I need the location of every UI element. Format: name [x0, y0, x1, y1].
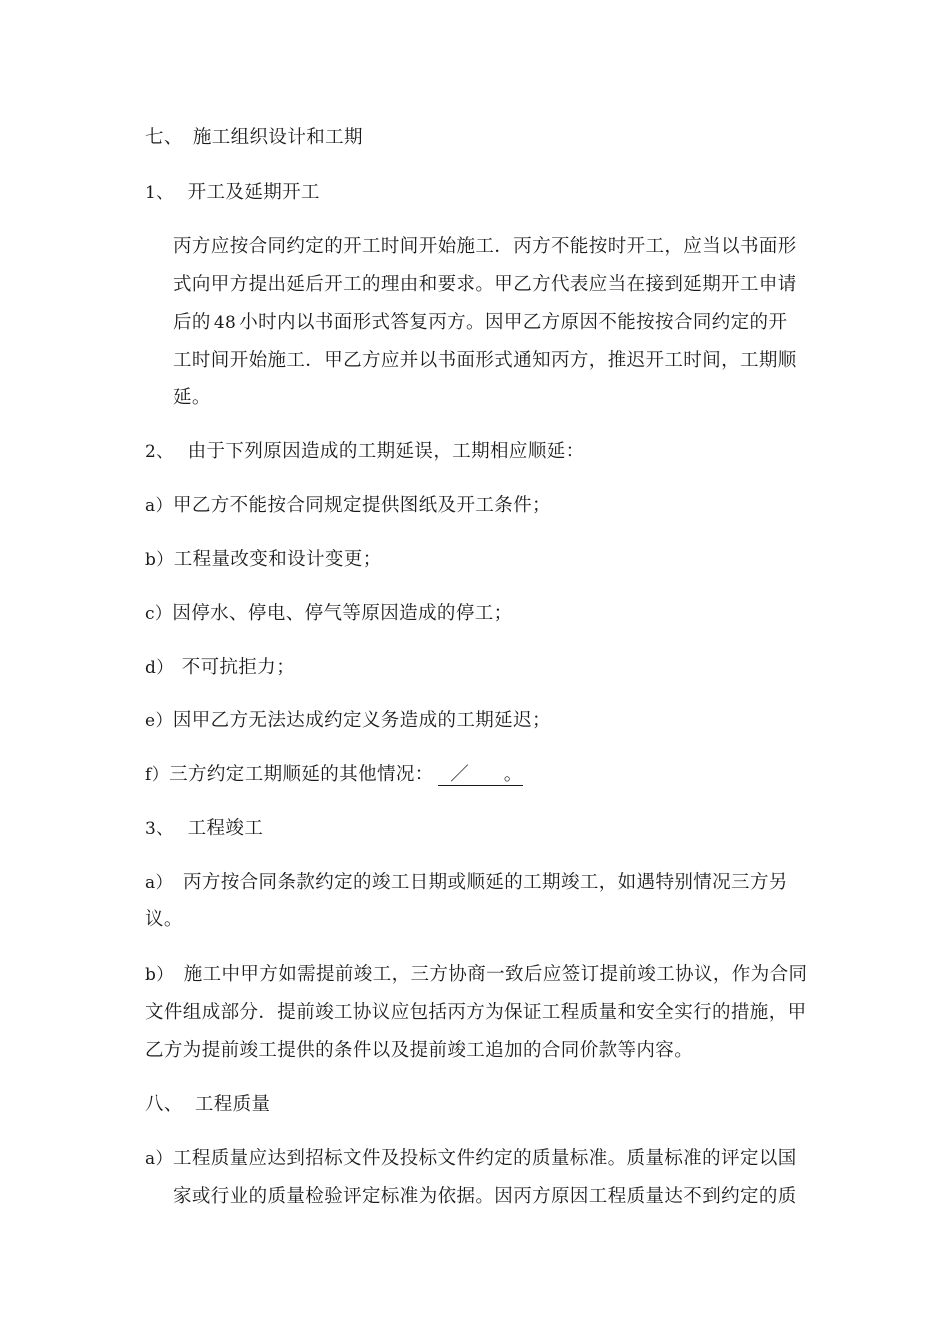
clause-3a-line: 议。	[145, 909, 183, 930]
item-2-number: 2、	[145, 442, 174, 462]
item-1-title: 开工及延期开工	[187, 182, 320, 203]
clause-8a	[145, 1147, 797, 1171]
section-8-title: 工程质量	[194, 1094, 271, 1115]
section-8-heading	[145, 1093, 270, 1117]
list-marker: d）	[145, 658, 174, 678]
item-2-title: 由于下列原因造成的工期延误，工期相应顺延：	[187, 441, 585, 462]
section-8-number: 八、	[145, 1094, 183, 1115]
clause-3b	[145, 963, 807, 987]
clause-text: 工程质量应达到招标文件及投标文件约定的质量标准。质量标准的评定以国	[172, 1148, 797, 1169]
item-3-heading	[145, 817, 263, 841]
list-marker: b）	[145, 965, 174, 985]
list-item	[145, 763, 523, 787]
list-item	[145, 709, 551, 733]
list-item	[145, 602, 513, 626]
clause-3b-line: 文件组成部分．提前竣工协议应包括丙方为保证工程质量和安全实行的措施，甲	[145, 1002, 807, 1023]
list-marker: e）	[145, 711, 173, 731]
clause-8a-line: 家或行业的质量检验评定标准为依据。因丙方原因工程质量达不到约定的质	[173, 1186, 797, 1207]
paragraph-1-text: 小时内以书面形式答复丙方。因甲乙方原因不能按按合同约定的开	[239, 312, 788, 333]
clause-3b-line: 乙方为提前竣工提供的条件以及提前竣工追加的合同价款等内容。	[145, 1040, 694, 1061]
list-text: 因甲乙方无法达成约定义务造成的工期延迟；	[172, 710, 551, 731]
clause-3a	[145, 871, 788, 895]
list-item	[145, 494, 551, 518]
item-1-heading	[145, 181, 320, 205]
paragraph-1-line: 延。	[173, 387, 211, 408]
list-text: 甲乙方不能按合同规定提供图纸及开工条件；	[172, 495, 551, 516]
paragraph-1-line: 工时间开始施工．甲乙方应并以书面形式通知丙方，推迟开工时间，工期顺	[173, 350, 797, 371]
list-item	[145, 548, 382, 572]
fill-in-blank: ／ 。	[438, 765, 523, 786]
list-text: 不可抗拒力；	[181, 657, 296, 678]
item-2-heading	[145, 440, 585, 464]
list-marker: a）	[145, 873, 173, 893]
list-text: 工程量改变和设计变更；	[173, 549, 382, 570]
section-7-heading	[145, 126, 363, 150]
hours-number: 48	[213, 313, 237, 333]
list-item	[145, 656, 295, 680]
item-1-number: 1、	[145, 183, 174, 203]
list-marker: c）	[145, 604, 173, 624]
list-marker: b）	[145, 550, 174, 570]
clause-text: 施工中甲方如需提前竣工，三方协商一致后应签订提前竣工协议，作为合同	[183, 964, 808, 985]
section-7-number: 七、	[145, 127, 183, 148]
paragraph-1-text: 后的	[173, 312, 211, 333]
paragraph-1-line: 式向甲方提出延后开工的理由和要求。甲乙方代表应当在接到延期开工申请	[173, 274, 797, 295]
section-7-title: 施工组织设计和工期	[192, 127, 363, 148]
item-3-number: 3、	[145, 819, 174, 839]
item-3-title: 工程竣工	[187, 818, 264, 839]
clause-text: 丙方按合同条款约定的竣工日期或顺延的工期竣工，如遇特别情况三方另	[182, 872, 788, 893]
list-marker: a）	[145, 496, 173, 516]
list-marker: a）	[145, 1149, 173, 1169]
paragraph-1-line	[173, 311, 787, 335]
list-text: 因停水、停电、停气等原因造成的停工；	[172, 603, 513, 624]
list-marker: f）	[145, 765, 170, 785]
list-text: 三方约定工期顺延的其他情况：	[169, 764, 434, 785]
paragraph-1-line: 丙方应按合同约定的开工时间开始施工．丙方不能按时开工，应当以书面形	[173, 236, 797, 257]
